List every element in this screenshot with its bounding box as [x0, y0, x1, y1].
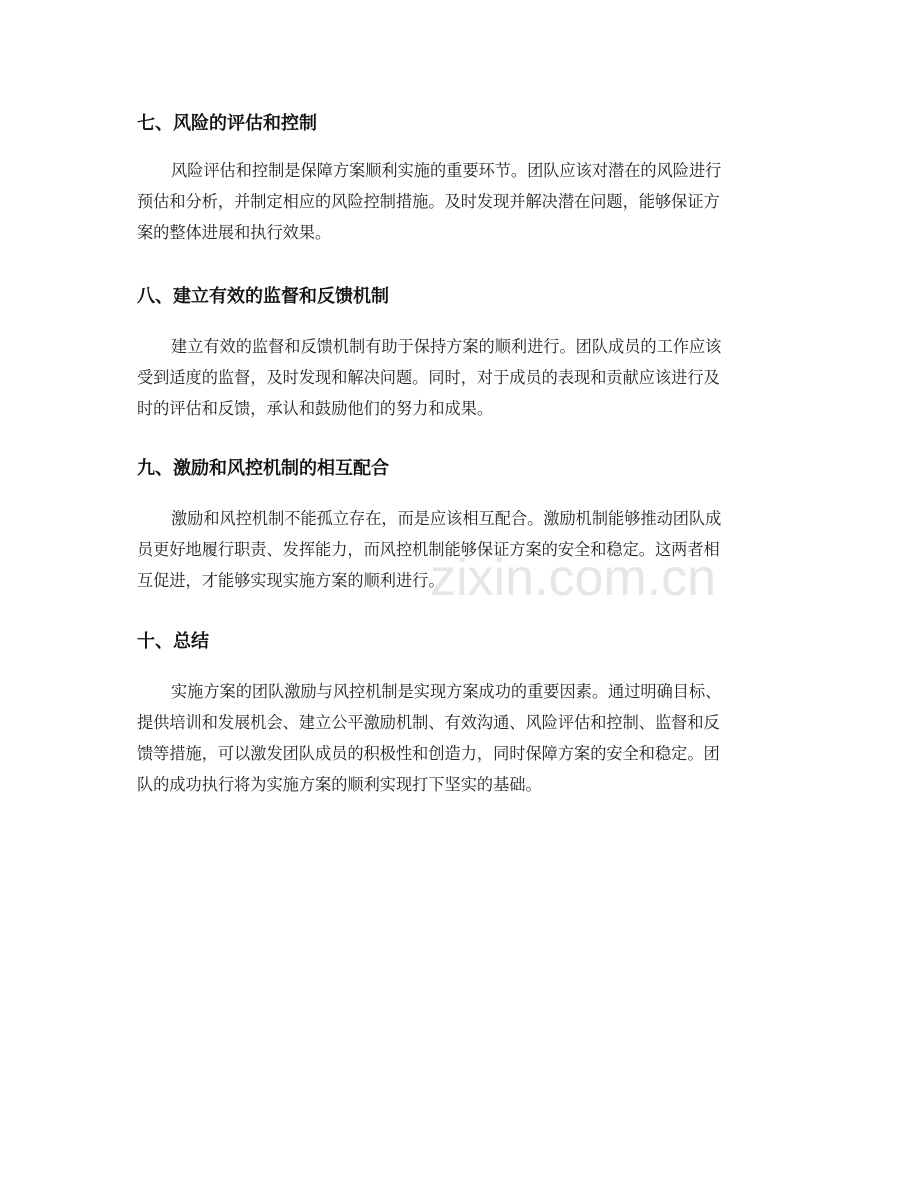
paragraph-line: 提供培训和发展机会、建立公平激励机制、有效沟通、风险评估和控制、监督和反: [137, 713, 720, 732]
paragraph-line: 预估和分析，并制定相应的风险控制措施。及时发现并解决潜在问题，能够保证方: [137, 192, 720, 211]
section-heading-supervision-feedback: 八、建立有效的监督和反馈机制: [137, 286, 389, 307]
paragraph-line: 互促进，才能够实现实施方案的顺利进行。: [137, 571, 445, 590]
section-paragraph-supervision-feedback: [137, 331, 787, 424]
paragraph-line: 激励和风控机制不能孤立存在，而是应该相互配合。激励机制能够推动团队成: [171, 509, 722, 528]
paragraph-line: 建立有效的监督和反馈机制有助于保持方案的顺利进行。团队成员的工作应该: [171, 337, 722, 356]
paragraph-line: 受到适度的监督，及时发现和解决问题。同时，对于成员的表现和贡献应该进行及: [137, 368, 720, 387]
section-paragraph-incentive-risk-cooperation: [137, 503, 787, 596]
section-paragraph-summary: [137, 676, 787, 800]
paragraph-line: 员更好地履行职责、发挥能力，而风控机制能够保证方案的安全和稳定。这两者相: [137, 540, 720, 559]
paragraph-line: 实施方案的团队激励与风控机制是实现方案成功的重要因素。通过明确目标、: [171, 682, 722, 701]
section-heading-summary: 十、总结: [137, 631, 209, 652]
watermark-text: zixin.com.cn: [430, 549, 717, 607]
paragraph-line: 队的成功执行将为实施方案的顺利实现打下坚实的基础。: [137, 775, 542, 794]
section-paragraph-risk-assessment: [137, 155, 787, 248]
paragraph-line: 时的评估和反馈，承认和鼓励他们的努力和成果。: [137, 399, 494, 418]
paragraph-line: 风险评估和控制是保障方案顺利实施的重要环节。团队应该对潜在的风险进行: [171, 161, 722, 180]
section-heading-incentive-risk-cooperation: 九、激励和风控机制的相互配合: [137, 458, 389, 479]
paragraph-line: 馈等措施，可以激发团队成员的积极性和创造力，同时保障方案的安全和稳定。团: [137, 744, 720, 763]
paragraph-line: 案的整体进展和执行效果。: [137, 223, 332, 242]
section-heading-risk-assessment: 七、风险的评估和控制: [137, 113, 317, 134]
